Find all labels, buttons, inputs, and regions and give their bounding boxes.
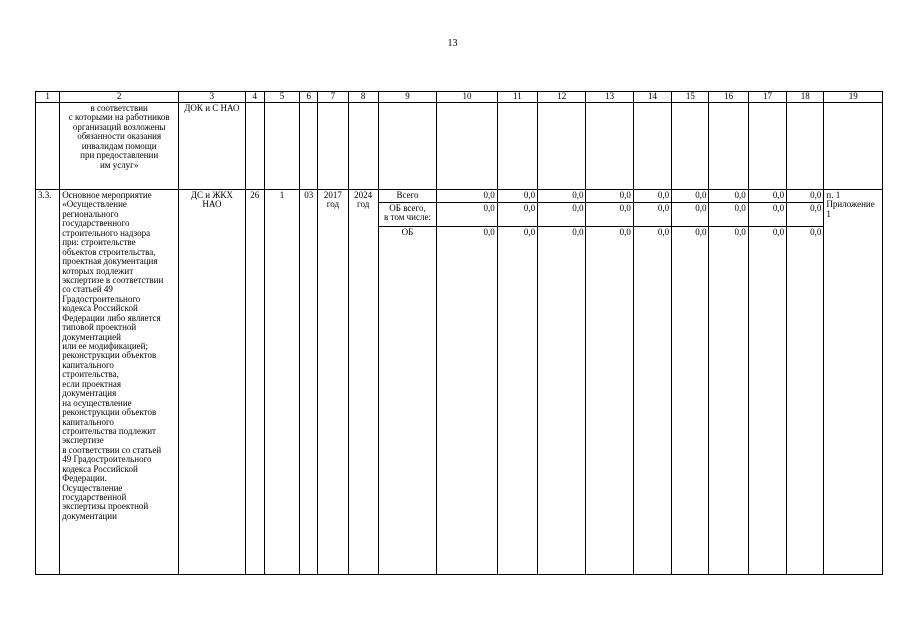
measure-col6: 03	[300, 190, 318, 575]
funding-source: ОБ	[378, 227, 436, 575]
table-cell	[586, 103, 633, 190]
column-header: 15	[672, 92, 709, 103]
funding-source: ОБ всего, в том числе:	[378, 203, 436, 227]
funding-value: 0,0	[633, 203, 671, 227]
page-number: 13	[447, 38, 458, 49]
funding-value: 0,0	[709, 190, 748, 203]
column-header: 9	[378, 92, 436, 103]
funding-value: 0,0	[748, 227, 786, 575]
column-header: 8	[348, 92, 378, 103]
table-cell	[36, 103, 60, 190]
column-header: 3	[179, 92, 246, 103]
funding-value: 0,0	[672, 190, 709, 203]
table-cell	[264, 103, 299, 190]
measure-number: 3.3.	[36, 190, 60, 575]
column-header: 7	[318, 92, 348, 103]
table-cell	[300, 103, 318, 190]
funding-row-total	[36, 190, 883, 203]
funding-value: 0,0	[787, 203, 824, 227]
table-cell	[437, 103, 498, 190]
column-header: 2	[60, 92, 179, 103]
funding-value: 0,0	[633, 190, 671, 203]
column-header: 13	[586, 92, 633, 103]
funding-value: 0,0	[586, 203, 633, 227]
funding-value: 0,0	[709, 203, 748, 227]
funding-value: 0,0	[497, 227, 537, 575]
column-header: 6	[300, 92, 318, 103]
measure-col5: 1	[264, 190, 299, 575]
funding-value: 0,0	[538, 227, 586, 575]
continuation-description: в соответствии с которыми на работников организаций возложены обязанности оказания инвалидам помощи при предоставлении им услуг»	[60, 103, 179, 190]
column-header: 19	[824, 92, 883, 103]
continuation-row	[36, 103, 883, 190]
funding-source: Всего	[378, 190, 436, 203]
funding-value: 0,0	[748, 190, 786, 203]
table-cell	[497, 103, 537, 190]
table-cell	[824, 103, 883, 190]
funding-value: 0,0	[586, 190, 633, 203]
measure-end-year: 2024 год	[348, 190, 378, 575]
funding-value: 0,0	[633, 227, 671, 575]
column-header: 12	[538, 92, 586, 103]
funding-value: 0,0	[437, 203, 498, 227]
column-header: 1	[36, 92, 60, 103]
funding-value: 0,0	[538, 190, 586, 203]
column-header: 5	[264, 92, 299, 103]
funding-value: 0,0	[787, 190, 824, 203]
funding-value: 0,0	[748, 203, 786, 227]
table-cell	[318, 103, 348, 190]
program-measures-table	[35, 91, 883, 575]
table-cell	[633, 103, 671, 190]
table-cell	[672, 103, 709, 190]
funding-value: 0,0	[437, 227, 498, 575]
column-header: 14	[633, 92, 671, 103]
funding-value: 0,0	[672, 227, 709, 575]
continuation-executor: ДОК и С НАО	[179, 103, 246, 190]
measure-description: Основное мероприятие «Осуществление регионального государственного строительного надзора при: строительстве объектов строительства, проектная документация которых подлежит экспертизе в соответствии со статьей 49 Градостроительного кодекса Российской Федерации либо является типовой проектной документацией или ее модификацией; реконструкции объектов капитального строительства, если проектная документация на осуществление реконструкции объектов капитального строительства подлежит экспертизе в соответствии со статьей 49 Градостроительного кодекса Российской Федерации. Осуществление государственной экспертизы проектной документации	[60, 190, 179, 575]
measure-note: п. 1 Приложение 1	[824, 190, 883, 575]
funding-value: 0,0	[586, 227, 633, 575]
funding-value: 0,0	[787, 227, 824, 575]
measure-start-year: 2017 год	[318, 190, 348, 575]
table-cell	[787, 103, 824, 190]
table-cell	[538, 103, 586, 190]
column-header: 4	[245, 92, 264, 103]
funding-value: 0,0	[497, 190, 537, 203]
table-cell	[378, 103, 436, 190]
header-row	[36, 92, 883, 103]
funding-value: 0,0	[497, 203, 537, 227]
column-header: 17	[748, 92, 786, 103]
table-cell	[245, 103, 264, 190]
column-header: 11	[497, 92, 537, 103]
table-cell	[348, 103, 378, 190]
funding-value: 0,0	[437, 190, 498, 203]
table-cell	[748, 103, 786, 190]
measure-col4: 26	[245, 190, 264, 575]
funding-value: 0,0	[538, 203, 586, 227]
measure-executor: ДС и ЖКХ НАО	[179, 190, 246, 575]
table-cell	[709, 103, 748, 190]
column-header: 18	[787, 92, 824, 103]
funding-value: 0,0	[672, 203, 709, 227]
column-header: 10	[437, 92, 498, 103]
column-header: 16	[709, 92, 748, 103]
funding-value: 0,0	[709, 227, 748, 575]
